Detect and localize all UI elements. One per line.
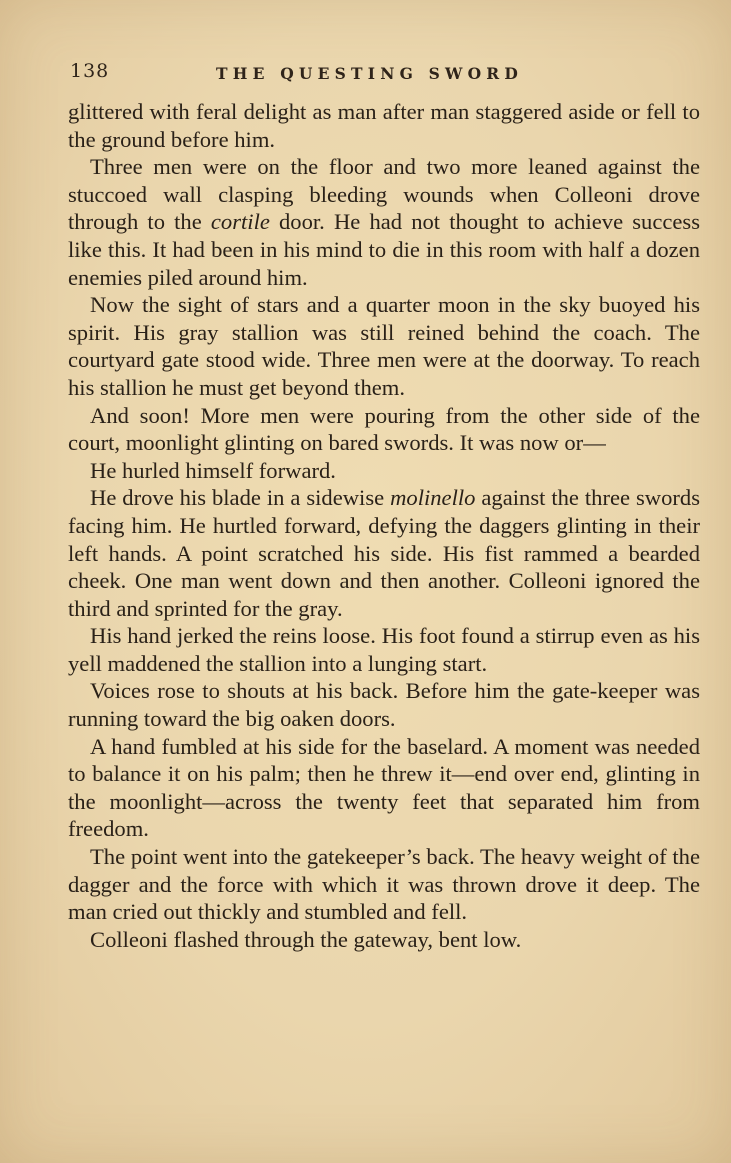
paragraph xyxy=(68,622,700,677)
page-number: 138 xyxy=(70,60,110,82)
text-segment: door. He had not thought to achieve success like this. It had been in his mind to die in this room with half a dozen enemies piled around him. xyxy=(68,209,700,290)
text-segment: He drove his blade in a sidewise xyxy=(90,485,391,511)
text-segment: Colleoni flashed through the gateway, bent low. xyxy=(90,926,522,952)
text-segment: His hand jerked the reins loose. His foot found a stirrup even as his yell maddened the stallion into a lunging start. xyxy=(68,623,700,676)
running-head: THE QUESTING SWORD xyxy=(216,64,524,83)
text-segment: He hurled himself forward. xyxy=(90,457,336,483)
text-segment: Now the sight of stars and a quarter moon in the sky buoyed his spirit. His gray stallion was still reined behind the coach. The courtyard gate stood wide. Three men were at the doorway. To reach his stallion he must get beyond them. xyxy=(68,292,700,400)
paragraph xyxy=(68,843,700,926)
paragraph xyxy=(68,457,700,485)
paragraph xyxy=(68,926,700,954)
body-text xyxy=(68,98,700,953)
paragraph xyxy=(68,677,700,732)
text-segment: against the three swords facing him. He hurtled forward, defying the daggers glinting in their left hands. A point scratched his side. His fist rammed a bearded cheek. One man went down and then another. Colleoni ignored the third and sprinted for the gray. xyxy=(68,485,700,621)
paragraph xyxy=(68,291,700,401)
italic-text: molinello xyxy=(390,485,476,511)
text-segment: And soon! More men were pouring from the other side of the court, moonlight glinting on bared swords. It was now or— xyxy=(68,402,700,456)
paragraph xyxy=(68,484,700,622)
paragraph xyxy=(68,733,700,843)
paragraph xyxy=(68,153,700,291)
text-segment: Three men were on the floor and two more leaned against the stuccoed wall clasping bleeding wounds when Colleoni drove through to the xyxy=(68,154,700,235)
text-segment: glittered with feral delight as man after man staggered aside or fell to the ground before him. xyxy=(68,99,700,152)
text-segment: The point went into the gatekeeper’s back. The heavy weight of the dagger and the force with which it was thrown drove it deep. The man cried out thickly and stumbled and fell. xyxy=(68,844,700,925)
text-segment: Voices rose to shouts at his back. Before him the gate-keeper was running toward the big oaken doors. xyxy=(68,678,700,732)
text-segment: A hand fumbled at his side for the baselard. A moment was needed to balance it on his palm; then he threw it—end over end, glinting in the moonlight—across the twenty feet that separated him from freedom. xyxy=(68,733,700,842)
paragraph xyxy=(68,402,700,457)
page-header xyxy=(68,60,700,90)
paragraph xyxy=(68,98,700,153)
italic-text: cortile xyxy=(210,209,270,235)
